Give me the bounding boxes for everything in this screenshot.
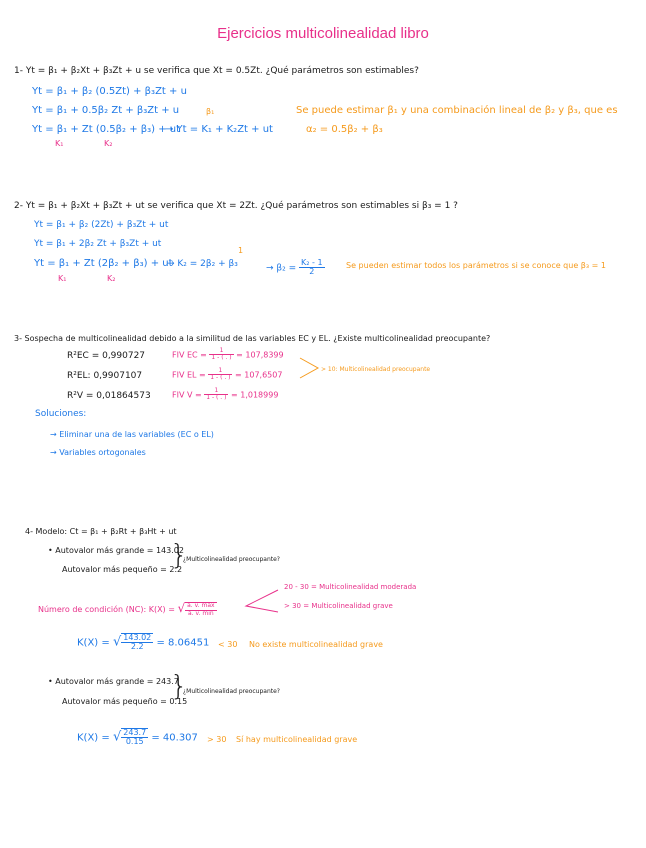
ex2-beta3-mark: 1 (238, 246, 244, 255)
ex1-k2-label: K₂ (104, 139, 113, 148)
ex4-a1-max: • Autovalor más grande = 143.02 (48, 546, 184, 555)
ex4-kx1-den: 2.2 (130, 642, 144, 652)
page-title: Ejercicios multicolinealidad libro (217, 25, 429, 42)
ex4-kx2-sqrt-icon: √ (112, 729, 122, 745)
ex2-beta2-fraction (299, 259, 325, 277)
ex4-kx1 (77, 633, 209, 652)
ex2-step-3: Yt = β₁ + Zt (2β₂ + β₃) + ut (34, 258, 173, 269)
ex3-fiv-v-label: FIV V = (172, 390, 202, 400)
ex4-brace-2-icon: } (170, 669, 188, 702)
ex4-kx1-compare: < 30 (218, 640, 238, 649)
ex1-statement: 1- Yt = β₁ + β₂Xt + β₃Zt + u se verifica que Xt = 0.5Zt. ¿Qué parámetros son estimables? (14, 66, 419, 76)
ex4-a2-max: • Autovalor más grande = 243.7 (48, 677, 179, 686)
ex4-a1-min: Autovalor más pequeño = 2.2 (62, 565, 183, 574)
ex2-k1-label: K₁ (58, 274, 67, 283)
ex3-conclusion: > 10: Multicolinealidad preocupante (321, 366, 431, 373)
ex3-fiv-el-label: FIV EL = (172, 370, 206, 380)
ex4-sqrt-icon: √ (177, 601, 186, 615)
ex4-kx1-label: K(X) = (77, 637, 110, 649)
ex3-solution-2: → Variables ortogonales (50, 448, 146, 457)
ex4-kx1-fraction (121, 633, 153, 652)
ex3-fiv-el-fraction (208, 368, 232, 382)
ex3-fiv-ec-den: 1 - ( . ) (211, 354, 232, 362)
ex3-fiv-v-value: = 1,018999 (231, 390, 279, 400)
ex3-fiv-el-value: = 107,6507 (235, 370, 283, 380)
ex4-kx1-num: 143.02 (123, 633, 152, 642)
ex3-fiv-el-num: 1 (208, 368, 232, 375)
ex3-fiv-v (172, 388, 278, 402)
ex1-step-3: Yt = β₁ + Zt (0.5β₂ + β₃) + ut (32, 124, 181, 135)
ex3-solutions-heading: Soluciones: (35, 409, 87, 419)
ex3-fiv-ec-fraction (209, 348, 233, 362)
ex3-fiv-v-fraction (204, 388, 228, 402)
ex3-statement: 3- Sospecha de multicolinealidad debido a la similitud de las variables EC y EL. ¿Existe multicolinealidad preocupante? (14, 334, 491, 343)
ex4-kx2-note: Sí hay multicolinealidad grave (236, 735, 358, 744)
ex4-split-arrow-icon (244, 588, 280, 614)
ex3-solution-1: → Eliminar una de las variables (EC o EL) (50, 430, 214, 439)
ex4-nc-label: Número de condición (NC): K(X) = (38, 605, 175, 614)
ex1-step-2: Yt = β₁ + 0.5β₂ Zt + β₃Zt + u (32, 105, 180, 116)
ex3-fiv-el (172, 368, 282, 382)
ex4-range-moderate: 20 - 30 = Multicolinealidad moderada (284, 583, 417, 591)
ex1-note-formula: α₂ = 0.5β₂ + β₃ (306, 124, 383, 135)
ex4-kx2-num: 243.7 (123, 728, 147, 737)
ex4-a2-min: Autovalor más pequeño = 0.15 (62, 697, 188, 706)
ex4-kx2-label: K(X) = (77, 732, 110, 744)
ex3-fiv-ec-num: 1 (209, 348, 233, 355)
ex4-question-2: ¿Multicolinealidad preocupante? (183, 688, 280, 695)
ex4-kx2-den: 0.15 (125, 737, 144, 747)
ex2-frac-num: K₂ - 1 (301, 258, 323, 267)
ex2-k2-label: K₂ (107, 274, 116, 283)
ex1-beta-mark: β₁ (206, 107, 215, 116)
ex4-nc-den: a. v. min (188, 609, 214, 617)
ex3-fiv-ec (172, 348, 284, 362)
ex2-k2-relation: → K₂ = 2β₂ + β₃ (167, 259, 238, 269)
ex2-step-2: Yt = β₁ + 2β₂ Zt + β₃Zt + ut (34, 239, 162, 249)
ex3-fiv-v-num: 1 (204, 388, 228, 395)
ex4-brace-1-icon: } (170, 538, 188, 571)
ex3-r2-el: R²EL: 0,9907107 (67, 371, 143, 381)
ex4-kx1-note: No existe multicolinealidad grave (249, 640, 383, 649)
ex1-step-1: Yt = β₁ + β₂ (0.5Zt) + β₃Zt + u (32, 86, 187, 97)
ex4-model: 4- Modelo: Ct = β₁ + β₂Rt + β₃Ht + ut (25, 527, 177, 536)
ex4-nc-fraction (185, 602, 216, 617)
ex2-frac-den: 2 (309, 267, 315, 277)
ex3-fiv-v-den: 1 - ( . ) (206, 394, 227, 402)
ex4-nc-definition (38, 601, 217, 617)
ex1-note: Se puede estimar β₁ y una combinación lineal de β₂ y β₃, que es (296, 105, 618, 116)
ex4-kx2-compare: > 30 (207, 735, 227, 744)
ex4-kx2-fraction (121, 728, 148, 747)
ex2-beta2-solution (266, 259, 325, 277)
ex4-question-1: ¿Multicolinealidad preocupante? (183, 556, 280, 563)
ex4-kx2-value: = 40.307 (151, 732, 198, 744)
ex4-kx2 (77, 728, 198, 747)
ex3-fiv-ec-label: FIV EC = (172, 350, 207, 360)
ex3-r2-v: R²V = 0,01864573 (67, 391, 151, 401)
ex3-r2-ec: R²EC = 0,990727 (67, 351, 146, 361)
ex4-nc-num: a. v. max (187, 602, 215, 610)
ex4-kx1-sqrt-icon: √ (112, 634, 122, 650)
ex2-step-1: Yt = β₁ + β₂ (2Zt) + β₃Zt + ut (34, 220, 169, 230)
ex2-note: Se pueden estimar todos los parámetros si se conoce que β₃ = 1 (346, 261, 606, 270)
ex2-statement: 2- Yt = β₁ + β₂Xt + β₃Zt + ut se verifica que Xt = 2Zt. ¿Qué parámetros son estimables si β₃ = 1 ? (14, 201, 458, 211)
ex3-brace-icon (298, 356, 320, 382)
ex3-fiv-ec-value: = 107,8399 (236, 350, 284, 360)
ex1-k1-label: K₁ (55, 139, 64, 148)
ex2-beta2-lhs: → β₂ = (266, 263, 300, 274)
ex4-kx1-value: = 8.06451 (156, 637, 210, 649)
ex3-fiv-el-den: 1 - ( . ) (210, 374, 231, 382)
ex4-range-grave: > 30 = Multicolinealidad grave (284, 602, 393, 610)
ex1-reparam: → Yt = K₁ + K₂Zt + ut (165, 124, 273, 135)
